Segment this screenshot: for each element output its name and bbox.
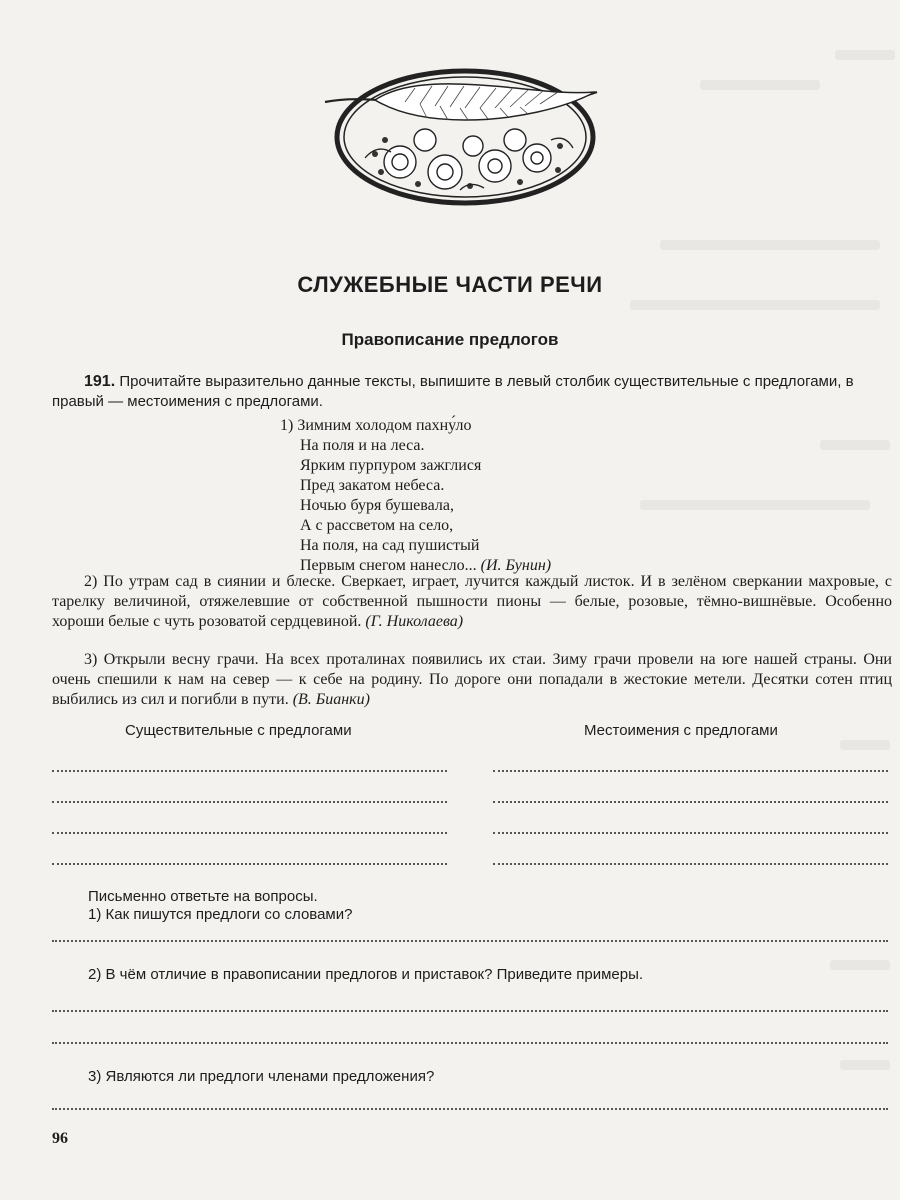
poem-line: На поля и на леса. <box>300 437 425 454</box>
answer-line-nouns[interactable] <box>52 863 447 865</box>
text-3-body: 3) Открыли весну грачи. На всех проталинах появились их стаи. Зиму грачи провели на юге нашей страны. Они очень спешили к нам на север — к себе на родину. По дороге они попадали в жестокие метели. Десятки сотен птиц выбились из сил и погибли в пути. <box>52 651 892 708</box>
text-2-author: (Г. Николаева) <box>365 613 464 630</box>
answer-line-pronouns[interactable] <box>493 801 888 803</box>
page-number: 96 <box>52 1130 68 1147</box>
questions-intro: Письменно ответьте на вопросы. <box>88 888 318 905</box>
question-3: 3) Являются ли предлоги членами предложения? <box>88 1068 435 1085</box>
poem-author: (И. Бунин) <box>480 557 552 574</box>
exercise-number: 191. <box>84 373 116 390</box>
show-through-text <box>660 240 880 250</box>
text-2-body: 2) По утрам сад в сиянии и блеске. Сверкает, играет, лучится каждый листок. И в зелёном сверкании махровые, с тарелку величиной, отяжелевшие от собственной пышности пионы — белые, розовые, тёмно-вишнёвые. Особенно хороши белые с чуть розоватой сердцевиной. <box>52 573 892 630</box>
quill-flowers-emblem <box>315 62 605 212</box>
answer-line-pronouns[interactable] <box>493 770 888 772</box>
poem-line: Пред закатом небеса. <box>300 477 445 494</box>
poem-line: Ярким пурпуром зажглися <box>300 457 482 474</box>
show-through-text <box>840 1060 890 1070</box>
answer-line-question-3[interactable] <box>52 1108 888 1110</box>
show-through-text <box>820 440 890 450</box>
answer-line-question-1[interactable] <box>52 940 888 942</box>
poem-bunin <box>280 416 700 576</box>
exercise-text: Прочитайте выразительно данные тексты, выпишите в левый столбик существительные с предлогами, в правый — местоимения с предлогами. <box>52 373 854 410</box>
column-header-nouns: Существительные с предлогами <box>125 722 352 739</box>
answer-line-nouns[interactable] <box>52 832 447 834</box>
text-paragraph-2 <box>52 572 892 632</box>
poem-line: На поля, на сад пушистый <box>300 537 480 554</box>
text-paragraph-3 <box>52 650 892 710</box>
answer-line-question-2[interactable] <box>52 1042 888 1044</box>
poem-line: 1) Зимним холодом пахну́ло <box>280 417 472 434</box>
show-through-text <box>840 740 890 750</box>
answer-line-question-2[interactable] <box>52 1010 888 1012</box>
answer-line-pronouns[interactable] <box>493 863 888 865</box>
answer-line-pronouns[interactable] <box>493 832 888 834</box>
show-through-text <box>830 960 890 970</box>
show-through-text <box>835 50 895 60</box>
show-through-text <box>630 300 880 310</box>
section-subtitle: Правописание предлогов <box>341 330 559 349</box>
show-through-text <box>700 80 820 90</box>
text-3-author: (В. Бианки) <box>292 691 370 708</box>
column-header-pronouns: Местоимения с предлогами <box>584 722 778 739</box>
question-1: 1) Как пишутся предлоги со словами? <box>88 906 353 923</box>
answer-line-nouns[interactable] <box>52 770 447 772</box>
poem-line: Ночью буря бушевала, <box>300 497 454 514</box>
poem-line: А с рассветом на село, <box>300 517 454 534</box>
question-2: 2) В чём отличие в правописании предлогов и приставок? Приведите примеры. <box>88 966 644 983</box>
poem-last-line: Первым снегом нанесло... <box>300 557 477 574</box>
exercise-instruction <box>52 372 892 412</box>
section-title: СЛУЖЕБНЫЕ ЧАСТИ РЕЧИ <box>297 272 603 297</box>
answer-line-nouns[interactable] <box>52 801 447 803</box>
